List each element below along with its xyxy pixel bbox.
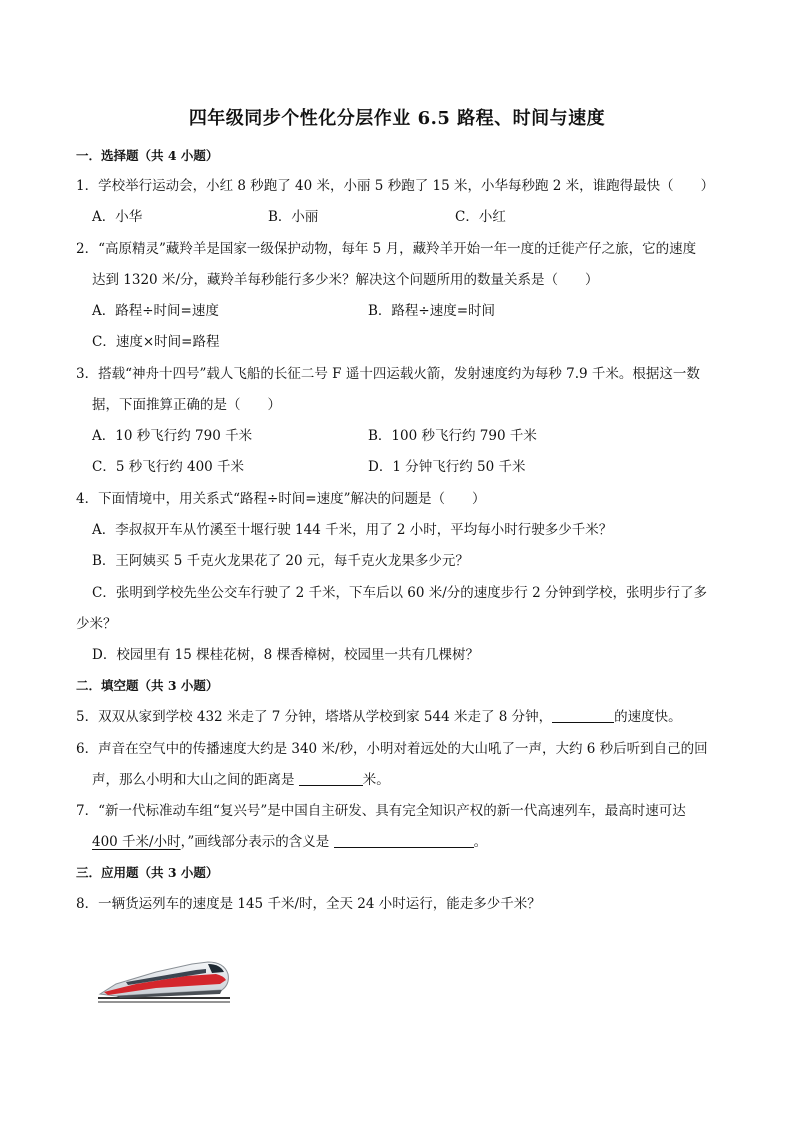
high-speed-train-illustration: [96, 948, 232, 1004]
question-7-line2: [92, 830, 487, 850]
question-1-option-c: C．小红: [455, 209, 506, 225]
question-6-line2: [92, 768, 390, 788]
question-7-text-before-blank: ，”画线部分表示的含义是: [180, 834, 334, 850]
question-8-stem: 8．一辆货运列车的速度是 145 千米/时，全天 24 小时运行，能走多少千米？: [76, 896, 541, 912]
question-2-option-b: B．路程÷速度=时间: [368, 303, 496, 319]
question-3-stem-line2: 据，下面推算正确的是（ ）: [92, 397, 281, 413]
section-heading-application: 三．应用题（共 3 小题）: [76, 865, 219, 880]
question-4-option-b: B．王阿姨买 5 千克火龙果花了 20 元，每千克火龙果多少元？: [92, 553, 469, 569]
question-5-text-before-blank: 5．双双从家到学校 432 米走了 7 分钟，塔塔从学校到家 544 米走了 8 分钟，: [76, 709, 553, 725]
page-title: 四年级同步个性化分层作业 6.5 路程、时间与速度: [188, 108, 606, 129]
question-5: [76, 705, 682, 725]
question-7-underlined-phrase: 400 千米/小时: [92, 834, 181, 850]
question-3-option-a: A．10 秒飞行约 790 千米: [92, 428, 253, 444]
question-4-option-d: D．校园里有 15 棵桂花树，8 棵香樟树，校园里一共有几棵树？: [92, 647, 479, 663]
question-4-stem: 4．下面情境中，用关系式“路程÷时间=速度”解决的问题是（ ）: [76, 491, 486, 507]
question-4-option-a: A．李叔叔开车从竹溪至十堰行驶 144 千米，用了 2 小时，平均每小时行驶多少千米？: [92, 522, 613, 538]
question-6-text-before-blank: 声，那么小明和大山之间的距离是: [92, 772, 299, 788]
question-3-option-d: D．1 分钟飞行约 50 千米: [368, 459, 526, 475]
question-2-stem-line1: 2．“高原精灵”藏羚羊是国家一级保护动物，每年 5 月，藏羚羊开始一年一度的迁徙产仔之旅，它的速度: [76, 241, 697, 257]
question-6-line1: 6．声音在空气中的传播速度大约是 340 米/秒，小明对着远处的大山吼了一声，大约 6 秒后听到自己的回: [76, 741, 708, 757]
question-6-text-after-blank: 米。: [362, 772, 390, 788]
question-1-option-b: B．小丽: [268, 209, 319, 225]
question-7-answer-blank[interactable]: [334, 833, 474, 848]
question-5-text-after-blank: 的速度快。: [614, 709, 682, 725]
question-6-answer-blank[interactable]: [299, 771, 363, 786]
question-4-option-c-line2: 少米？: [76, 616, 117, 632]
question-1-stem: 1．学校举行运动会，小红 8 秒跑了 40 米，小丽 5 秒跑了 15 米，小华每秒跑 2 米，谁跑得最快（ ）: [76, 178, 715, 194]
section-heading-fill-in: 二．填空题（共 3 小题）: [76, 678, 219, 693]
question-7-line1: 7．“新一代标准动车组“复兴号”是中国自主研发、具有完全知识产权的新一代高速列车，最高时速可达: [76, 803, 686, 819]
question-3-stem-line1: 3．搭载“神舟十四号”载人飞船的长征二号 F 遥十四运载火箭，发射速度约为每秒 7.9 千米。根据这一数: [76, 366, 700, 382]
section-heading-choice: 一．选择题（共 4 小题）: [76, 148, 219, 163]
question-3-option-c: C．5 秒飞行约 400 千米: [92, 459, 245, 475]
question-2-stem-line2: 达到 1320 米/分，藏羚羊每秒能行多少米？解决这个问题所用的数量关系是（ ）: [92, 272, 599, 288]
question-2-option-c: C．速度×时间=路程: [92, 334, 220, 350]
question-5-answer-blank[interactable]: [552, 708, 614, 723]
question-2-option-a: A．路程÷时间=速度: [92, 303, 219, 319]
question-3-option-b: B．100 秒飞行约 790 千米: [368, 428, 537, 444]
question-7-text-after-blank: 。: [473, 834, 488, 850]
question-1-option-a: A．小华: [92, 209, 143, 225]
question-4-option-c-line1: C．张明到学校先坐公交车行驶了 2 千米，下车后以 60 米/分的速度步行 2 分钟到学校，张明步行了多: [92, 585, 707, 601]
